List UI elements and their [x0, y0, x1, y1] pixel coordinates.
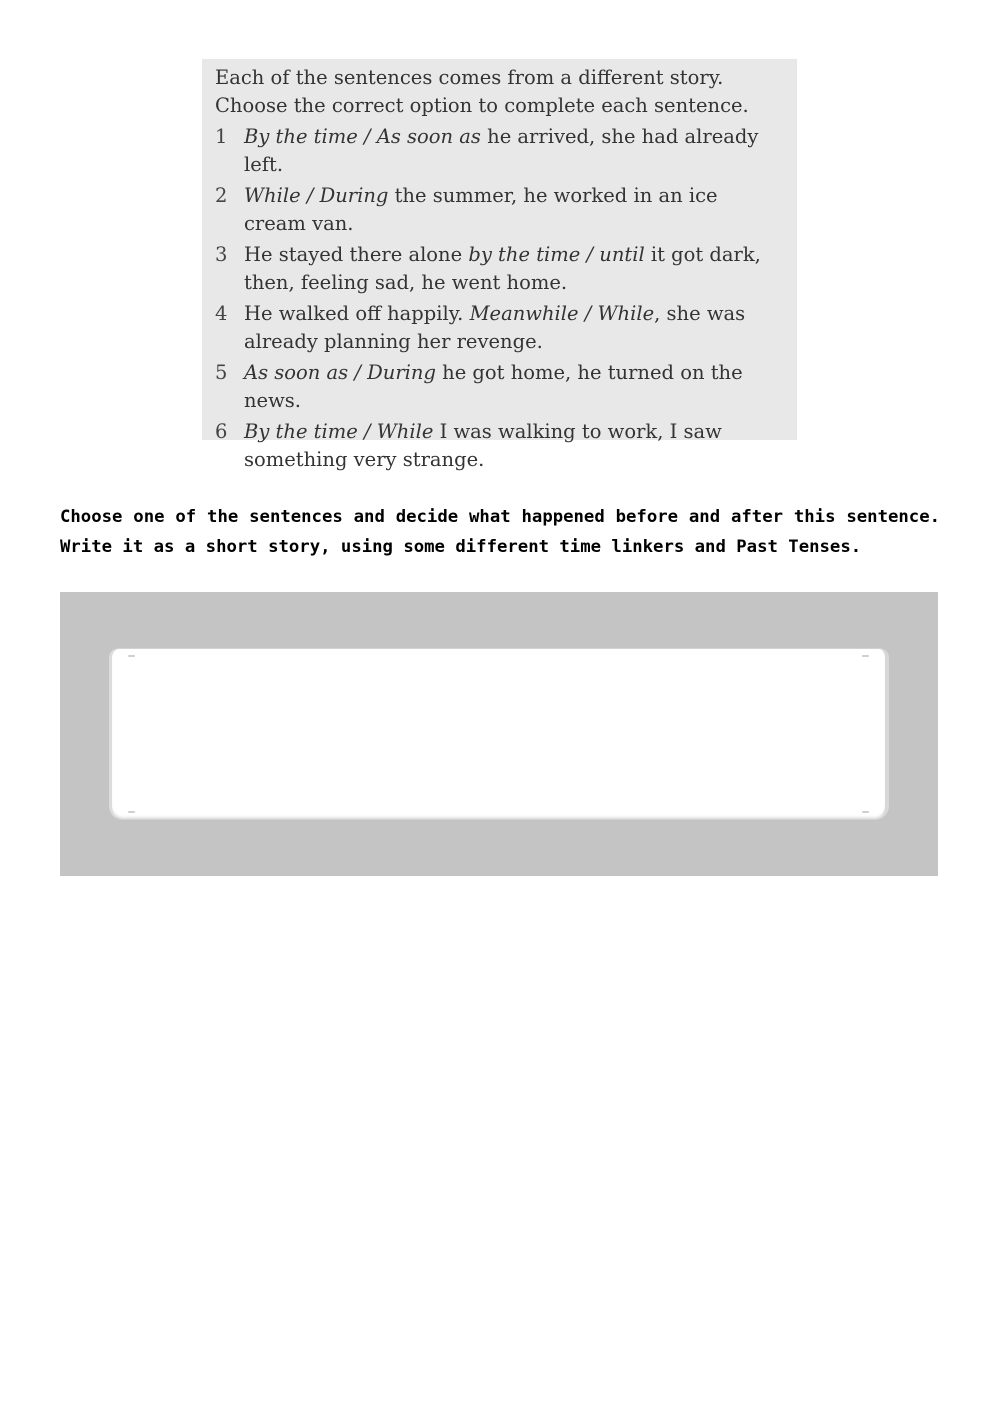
exercise-item-6 [215, 418, 783, 474]
item-sentence [244, 418, 783, 474]
item-number: 2 [215, 184, 228, 207]
option-b: As soon as [376, 125, 481, 148]
exercise-item-4 [215, 300, 783, 356]
option-separator: / [300, 184, 320, 207]
option-separator: / [580, 243, 600, 266]
text-after: he got home, he turned on the news. [244, 361, 743, 412]
text-after: the summer, he worked in an ice cream van. [244, 184, 718, 235]
exercise-box [202, 59, 797, 471]
option-b: During [367, 361, 436, 384]
corner-mark [862, 811, 869, 813]
story-writing-area[interactable] [109, 648, 889, 820]
writing-frame [60, 592, 938, 876]
option-b: While [597, 302, 655, 325]
item-number: 6 [215, 420, 228, 443]
option-a: As soon as [244, 361, 349, 384]
option-a: By the time [244, 125, 358, 148]
text-after: I was walking to work, I saw something very strange. [244, 420, 722, 471]
option-b: While [376, 420, 434, 443]
option-b: until [599, 243, 645, 266]
text-after: he arrived, she had already left. [244, 125, 759, 176]
exercise-item-3 [215, 241, 783, 297]
text-after: , she was already planning her revenge. [244, 302, 746, 353]
item-number: 4 [215, 302, 228, 325]
item-sentence [244, 359, 783, 415]
item-sentence [244, 300, 783, 356]
option-separator: / [348, 361, 368, 384]
item-number: 3 [215, 243, 228, 266]
item-number: 5 [215, 361, 228, 384]
exercise-intro: Each of the sentences comes from a different story. Choose the correct option to complete each sentence. [215, 66, 749, 117]
item-sentence [244, 123, 783, 179]
option-a: While [244, 184, 301, 207]
corner-mark [128, 811, 135, 813]
item-number: 1 [215, 125, 228, 148]
option-separator: / [357, 125, 377, 148]
item-sentence [244, 182, 783, 238]
text-before: He stayed there alone [244, 243, 469, 266]
option-a: By the time [244, 420, 358, 443]
text-before: He walked off happily. [244, 302, 470, 325]
option-b: During [319, 184, 389, 207]
exercise-item-1 [215, 123, 783, 179]
option-separator: / [578, 302, 598, 325]
corner-mark [862, 655, 869, 657]
item-sentence [244, 241, 783, 297]
option-a: Meanwhile [469, 302, 579, 325]
exercise-item-2 [215, 182, 783, 238]
option-a: by the time [468, 243, 581, 266]
option-separator: / [357, 420, 377, 443]
corner-mark [128, 655, 135, 657]
text-after: it got dark, then, feeling sad, he went home. [244, 243, 761, 294]
writing-instructions: Choose one of the sentences and decide what happened before and after this sentence. Write it as a short story, using some different time linkers and Past Tenses. [60, 507, 940, 557]
exercise-item-5 [215, 359, 783, 415]
